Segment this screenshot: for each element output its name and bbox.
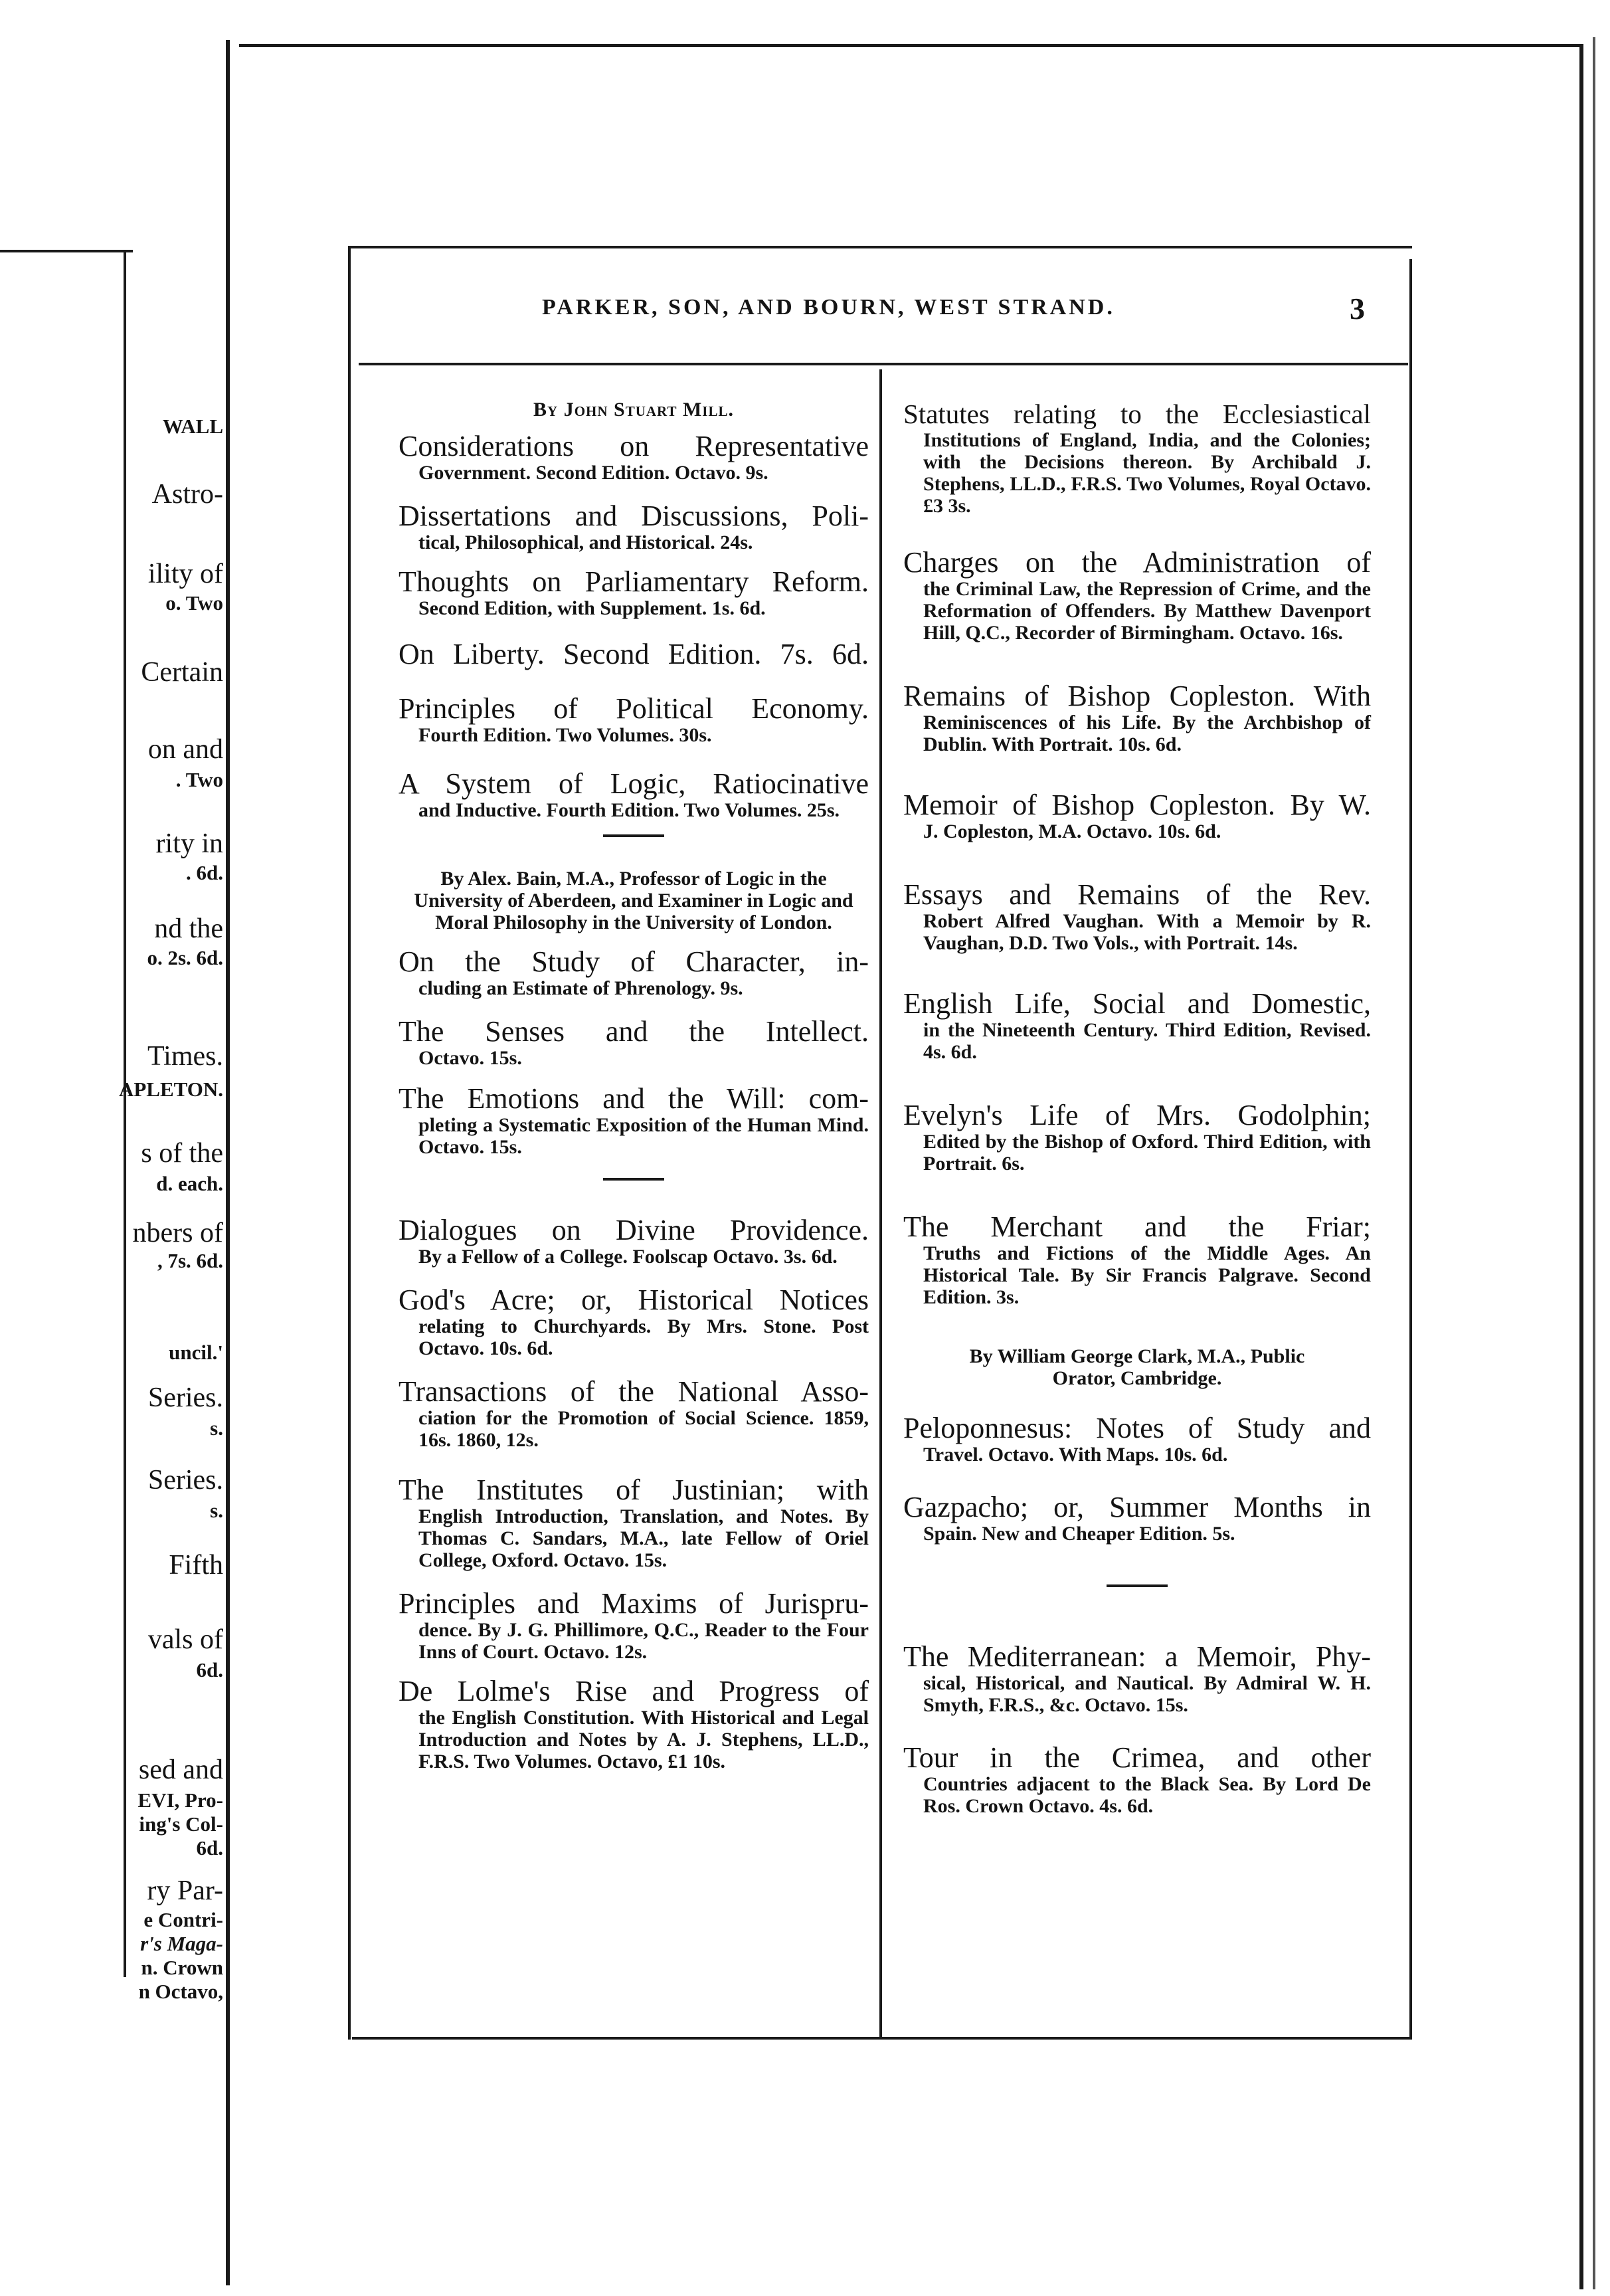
book-title: Considerations on Representative xyxy=(399,430,869,462)
facing-line: 6d. xyxy=(196,1836,223,1860)
facing-line: s of the xyxy=(141,1138,223,1169)
book-entry xyxy=(903,399,1371,517)
facing-line: ing's Col- xyxy=(139,1812,223,1836)
book-title: The Merchant and the Friar; xyxy=(903,1210,1371,1243)
book-details: the Criminal Law, the Repression of Crime, and the Reformation of Offenders. By Matthew Davenport Hill, Q.C., Recorder of Birmingham. Octavo. 16s. xyxy=(923,578,1371,644)
facing-line: e Contri- xyxy=(143,1908,223,1931)
book-details: Robert Alfred Vaughan. With a Memoir by R. Vaughan, D.D. Two Vols., with Portrait. 14s. xyxy=(923,910,1371,954)
book-details: dence. By J. G. Phillimore, Q.C., Reader to the Four Inns of Court. Octavo. 12s. xyxy=(418,1619,869,1663)
book-details: and Inductive. Fourth Edition. Two Volumes. 25s. xyxy=(418,799,840,821)
facing-line: WALL xyxy=(162,415,223,438)
right-page-right-edge xyxy=(1579,44,1583,2289)
book-details: Travel. Octavo. With Maps. 10s. 6d. xyxy=(923,1444,1228,1466)
book-entry xyxy=(399,1377,869,1451)
book-entry xyxy=(399,694,869,746)
box-right-rule xyxy=(1409,259,1412,2040)
author-heading-mill: By John Stuart Mill. xyxy=(533,399,734,421)
facing-line: APLETON. xyxy=(118,1078,223,1101)
facing-page-column-rule xyxy=(124,250,126,1977)
book-details: Truths and Fictions of the Middle Ages. An Historical Tale. By Sir Francis Palgrave. Second Edition. 3s. xyxy=(923,1242,1371,1308)
book-entry xyxy=(399,1475,869,1571)
facing-line: uncil.' xyxy=(169,1341,223,1364)
book-details: J. Copleston, M.A. Octavo. 10s. 6d. xyxy=(923,820,1221,842)
book-entry xyxy=(903,1743,1371,1817)
book-details: Countries adjacent to the Black Sea. By Lord De Ros. Crown Octavo. 4s. 6d. xyxy=(923,1773,1371,1817)
facing-line: , 7s. 6d. xyxy=(157,1249,223,1272)
facing-line: Fifth xyxy=(169,1550,223,1580)
box-top-rule xyxy=(348,246,1412,248)
facing-line: Times. xyxy=(147,1041,223,1072)
book-title: Peloponnesus: Notes of Study and xyxy=(903,1412,1371,1444)
facing-line: on and xyxy=(147,734,223,765)
book-title: Charges on the Administration of xyxy=(903,546,1371,579)
book-entry xyxy=(399,567,869,619)
book-entry xyxy=(903,1100,1371,1175)
book-entry xyxy=(903,681,1371,755)
book-details: ciation for the Promotion of Social Science. 1859, 16s. 1860, 12s. xyxy=(418,1407,869,1451)
book-entry xyxy=(903,880,1371,954)
facing-line: EVI, Pro- xyxy=(137,1788,223,1812)
book-entry xyxy=(903,1212,1371,1308)
book-details: the English Constitution. With Historical and Legal Introduction and Notes by A. J. Stephens, LL.D., F.R.S. Two Volumes. Octavo, £1 10s. xyxy=(418,1707,869,1772)
book-entry xyxy=(399,1588,869,1663)
book-entry xyxy=(903,547,1371,644)
facing-line: Astro- xyxy=(151,479,223,510)
book-title: De Lolme's Rise and Progress of xyxy=(399,1675,869,1707)
book-entry xyxy=(399,501,869,553)
book-title: Principles and Maxims of Jurispru- xyxy=(399,1587,869,1620)
facing-line: d. each. xyxy=(156,1172,223,1195)
book-title: On the Study of Character, in- xyxy=(399,945,869,978)
book-title: Tour in the Crimea, and other xyxy=(903,1741,1371,1774)
book-entry xyxy=(399,431,869,484)
book-title: A System of Logic, Ratiocinative xyxy=(399,767,869,800)
book-details: Edited by the Bishop of Oxford. Third Edition, with Portrait. 6s. xyxy=(923,1131,1371,1175)
facing-line: Series. xyxy=(147,1465,223,1495)
facing-line: n. Crown xyxy=(141,1956,223,1979)
left-page-edge xyxy=(226,40,230,2285)
book-entry xyxy=(903,1413,1371,1466)
book-title: Essays and Remains of the Rev. xyxy=(903,878,1371,911)
book-details: Government. Second Edition. Octavo. 9s. xyxy=(418,462,768,484)
book-title: On Liberty. Second Edition. 7s. 6d. xyxy=(399,638,869,670)
right-page-top-edge xyxy=(239,44,1583,47)
facing-line: nbers of xyxy=(132,1218,223,1248)
facing-page-sliver xyxy=(0,0,226,2296)
book-title: Gazpacho; or, Summer Months in xyxy=(903,1491,1371,1523)
facing-line: rity in xyxy=(155,828,223,859)
left-column xyxy=(399,399,869,1772)
facing-line: s. xyxy=(210,1499,223,1522)
book-details: Reminiscences of his Life. By the Archbishop of Dublin. With Portrait. 10s. 6d. xyxy=(923,712,1371,755)
book-entry xyxy=(399,1285,869,1359)
book-details: relating to Churchyards. By Mrs. Stone. Post Octavo. 10s. 6d. xyxy=(418,1315,869,1359)
book-entry xyxy=(399,1676,869,1772)
book-title: Transactions of the National Asso- xyxy=(399,1375,869,1408)
column-divider xyxy=(879,369,882,2040)
facing-line: 6d. xyxy=(196,1658,223,1681)
author-heading-bain: By Alex. Bain, M.A., Professor of Logic in the University of Aberdeen, and Examiner in Logic and Moral Philosophy in the University of London. xyxy=(414,868,853,933)
book-title: Dialogues on Divine Providence. xyxy=(399,1214,869,1246)
facing-page-rule-top xyxy=(0,250,133,252)
facing-line: Series. xyxy=(147,1383,223,1413)
book-details: cluding an Estimate of Phrenology. 9s. xyxy=(418,977,743,999)
header-rule xyxy=(359,363,1408,365)
book-entry xyxy=(399,769,869,821)
box-left-rule xyxy=(348,246,351,2040)
book-entry xyxy=(399,639,869,670)
facing-line: o. Two xyxy=(165,591,223,615)
book-entry xyxy=(399,1215,869,1268)
book-title: Memoir of Bishop Copleston. By W. xyxy=(903,789,1371,821)
facing-line: Certain xyxy=(141,657,223,688)
book-title: Statutes relating to the Ecclesiastical xyxy=(903,399,1371,429)
book-details: Institutions of England, India, and the Colonies; with the Decisions thereon. By Archibald J. Stephens, LL.D., F.R.S. Two Volumes, Royal Octavo. £3 3s. xyxy=(923,429,1371,517)
book-entry xyxy=(903,989,1371,1063)
facing-line: n Octavo, xyxy=(138,1980,223,2003)
book-entry xyxy=(903,1642,1371,1716)
book-details: Spain. New and Cheaper Edition. 5s. xyxy=(923,1523,1235,1545)
facing-line: sed and xyxy=(138,1755,223,1785)
box-bottom-rule xyxy=(352,2037,1412,2040)
page-number: 3 xyxy=(1350,292,1365,326)
book-title: Principles of Political Economy. xyxy=(399,692,869,725)
facing-line: . Two xyxy=(175,768,223,791)
book-title: English Life, Social and Domestic, xyxy=(903,987,1371,1020)
facing-line: o. 2s. 6d. xyxy=(147,946,223,969)
book-title: God's Acre; or, Historical Notices xyxy=(399,1284,869,1316)
running-header: PARKER, SON, AND BOURN, WEST STRAND. xyxy=(542,295,1115,320)
facing-line: r's Maga- xyxy=(140,1932,223,1955)
book-title: Remains of Bishop Copleston. With xyxy=(903,680,1371,712)
facing-line: vals of xyxy=(147,1624,223,1655)
book-details: tical, Philosophical, and Historical. 24s. xyxy=(418,531,753,553)
book-details: Fourth Edition. Two Volumes. 30s. xyxy=(418,724,712,746)
facing-line: nd the xyxy=(154,913,223,944)
book-title: The Senses and the Intellect. xyxy=(399,1015,869,1048)
book-entry xyxy=(399,1016,869,1069)
facing-line: s. xyxy=(210,1416,223,1440)
book-title: Dissertations and Discussions, Poli- xyxy=(399,500,869,532)
book-title: Thoughts on Parliamentary Reform. xyxy=(399,565,869,598)
section-separator xyxy=(603,834,664,837)
section-separator xyxy=(603,1178,664,1181)
book-details: By a Fellow of a College. Foolscap Octavo. 3s. 6d. xyxy=(418,1246,838,1268)
book-entry xyxy=(903,1492,1371,1545)
facing-line: . 6d. xyxy=(186,861,223,884)
book-title: The Mediterranean: a Memoir, Phy- xyxy=(903,1640,1371,1673)
facing-line: ry Par- xyxy=(147,1875,223,1906)
book-entry xyxy=(399,947,869,999)
book-title: Evelyn's Life of Mrs. Godolphin; xyxy=(903,1099,1371,1131)
section-separator xyxy=(1107,1584,1168,1587)
facing-line: ility of xyxy=(147,559,223,589)
book-title: The Emotions and the Will: com- xyxy=(399,1082,869,1115)
book-details: sical, Historical, and Nautical. By Admiral W. H. Smyth, F.R.S., &c. Octavo. 15s. xyxy=(923,1672,1371,1716)
book-details: pleting a Systematic Exposition of the Human Mind. Octavo. 15s. xyxy=(418,1114,869,1158)
right-column xyxy=(903,399,1371,1817)
book-entry xyxy=(399,1084,869,1158)
book-title: The Institutes of Justinian; with xyxy=(399,1474,869,1506)
right-page-outer-strip xyxy=(1593,37,1595,2289)
book-details: Second Edition, with Supplement. 1s. 6d. xyxy=(418,597,766,619)
book-details: English Introduction, Translation, and Notes. By Thomas C. Sandars, M.A., late Fellow of Oriel College, Oxford. Octavo. 15s. xyxy=(418,1505,869,1571)
book-details: in the Nineteenth Century. Third Edition, Revised. 4s. 6d. xyxy=(923,1019,1371,1063)
author-heading-clark: By William George Clark, M.A., Public Orator, Cambridge. xyxy=(969,1345,1305,1389)
book-details: Octavo. 15s. xyxy=(418,1047,522,1069)
book-entry xyxy=(903,790,1371,842)
